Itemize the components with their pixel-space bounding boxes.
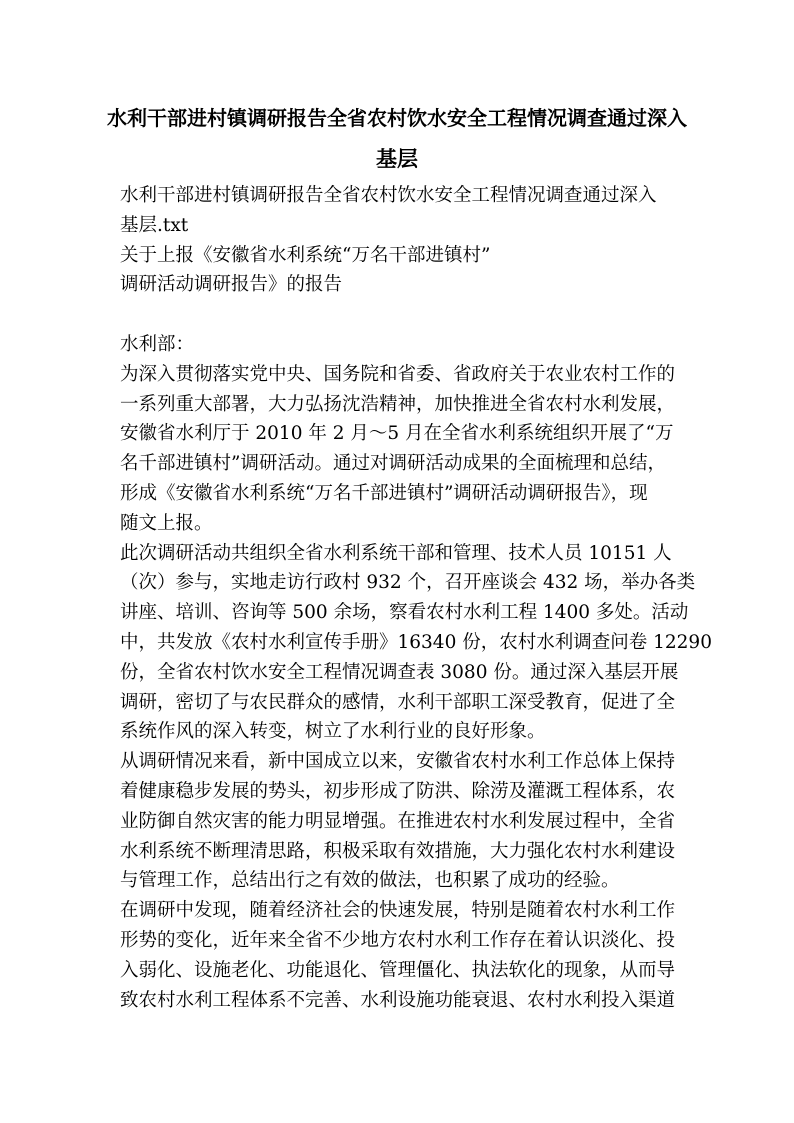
body-line: 从调研情况来看，新中国成立以来，安徽省农村水利工作总体上保持 — [120, 751, 676, 773]
body-line: 在调研中发现，随着经济社会的快速发展，特别是随着农村水利工作 — [120, 900, 676, 922]
body-line: 形成《安徽省水利系统“万名千部进镇村”调研活动调研报告》，现 — [120, 482, 648, 504]
body-line: 着健康稳步发展的势头，初步形成了防洪、除涝及灌溉工程体系，农 — [120, 780, 676, 802]
body-line: 调研，密切了与农民群众的感情，水利干部职工深受教育，促进了全 — [120, 691, 676, 713]
body-line: 入弱化、设施老化、功能退化、管理僵化、执法软化的现象，从而导 — [120, 959, 676, 981]
body-line: 关于上报《安徽省水利系统“万名干部进镇村” — [120, 244, 491, 266]
body-line: 随文上报。 — [120, 512, 213, 534]
body-line: 中，共发放《农村水利宣传手册》16340 份，农村水利调查问卷 12290 — [120, 631, 712, 653]
body-line: （次）参与，实地走访行政村 932 个，召开座谈会 432 场，举办各类 — [120, 572, 696, 594]
body-line: 讲座、培训、咨询等 500 余场，察看农村水利工程 1400 多处。活动 — [120, 602, 689, 624]
body-line: 基层.txt — [120, 214, 189, 236]
body-line: 致农村水利工程体系不完善、水利设施功能衰退、农村水利投入渠道 — [120, 989, 676, 1011]
body-line: 调研活动调研报告》的报告 — [120, 274, 343, 296]
body-line: 为深入贯彻落实党中央、国务院和省委、省政府关于农业农村工作的 — [120, 363, 676, 385]
body-line: 安徽省水利厅于 2010 年 2 月～5 月在全省水利系统组织开展了“万 — [120, 423, 674, 445]
body-line: 业防御自然灾害的能力明显增强。在推进农村水利发展过程中，全省 — [120, 810, 676, 832]
body-line: 系统作风的深入转变，树立了水利行业的良好形象。 — [120, 721, 546, 743]
body-line: 份，全省农村饮水安全工程情况调查表 3080 份。通过深入基层开展 — [120, 661, 679, 683]
body-line: 水利干部进村镇调研报告全省农村饮水安全工程情况调查通过深入 — [120, 185, 657, 206]
body-line: 与管理工作，总结出行之有效的做法，也积累了成功的经验。 — [120, 870, 620, 892]
blank-line — [120, 300, 720, 330]
document-body — [120, 181, 720, 1015]
document-title-line-2: 基层 — [376, 146, 418, 171]
document-title-line-1: 水利干部进村镇调研报告全省农村饮水安全工程情况调查通过深入 — [107, 106, 687, 130]
body-line: 此次调研活动共组织全省水利系统干部和管理、技术人员 10151 人 — [120, 542, 672, 564]
body-line: 形势的变化，近年来全省不少地方农村水利工作存在着认识淡化、投 — [120, 929, 676, 951]
body-line: 名千部进镇村”调研活动。通过对调研活动成果的全面梳理和总结， — [120, 453, 666, 475]
body-line: 水利系统不断理清思路，积极采取有效措施，大力强化农村水利建设 — [120, 840, 676, 862]
body-line: 一系列重大部署，大力弘扬沈浩精神，加快推进全省农村水利发展， — [120, 393, 676, 415]
body-line: 水利部： — [120, 333, 195, 355]
